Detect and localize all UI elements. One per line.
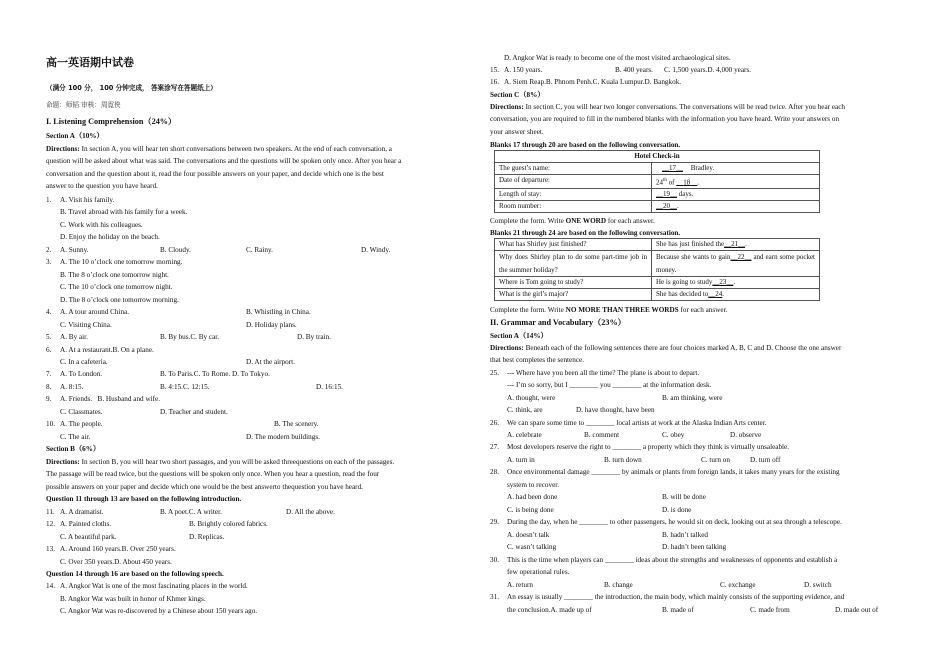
blank-number: 18 — [683, 178, 691, 187]
directions-line: In section C, you will hear two longer conversations. The conversations will be read twice. After you hear each — [523, 103, 846, 111]
option-c: C. The 10 o’clock one tomorrow night. — [60, 283, 173, 291]
row-question: Why does Shirley plan to do some part-time job in the summer holiday? — [495, 251, 652, 277]
option-d: D. have thought, have been — [576, 406, 655, 414]
question-text: During the day, when he ________ to other passengers, he would sit on deck, looking out at sea through a telescope. — [507, 518, 842, 526]
question-text: Once environmental damage ________ by animals or plants from foreign lands, it takes many years for the existing — [507, 468, 840, 476]
blank-number: 22 — [737, 253, 745, 261]
option-c: C. obey — [662, 431, 685, 439]
option-d: D. The 8 o’clock one tomorrow morning. — [60, 296, 179, 304]
option-bd: B. To Paris.C. To Rome. D. To Tokyo. — [160, 370, 270, 378]
option-b: B. made of — [662, 606, 694, 614]
question-number: 14. — [46, 582, 55, 590]
exam-authors: 命题：师韬 审核：周霓侠 — [46, 101, 121, 109]
blanks-17-20-heading: Blanks 17 through 20 are based on the following conversation. — [490, 141, 681, 149]
row-answer: He is going to study__23__. — [652, 277, 820, 289]
directions-line: The passage will be read twice, but the questions will be spoken only once. When you hear a question, read the four — [46, 470, 380, 479]
answer-suffix: . — [745, 240, 747, 248]
question-number: 1. — [46, 196, 52, 204]
note-text: Complete the form. Write — [490, 217, 566, 225]
option-b: B. turn down — [604, 456, 642, 464]
option-b: B. am thinking, were — [662, 394, 723, 402]
option-a: A. had been done — [507, 493, 558, 501]
question-number: 5. — [46, 333, 52, 341]
option-c: C. exchange — [720, 581, 756, 589]
option-a: A. A tour around China. — [60, 308, 130, 316]
option-b: B. Whistling in China. — [246, 308, 311, 316]
directions-line: question will be asked about what was said. The conversations and the questions will be spoken only once. After you hear a — [46, 157, 402, 166]
directions-line: possible answers on your paper and decide which one would be the best answerto thequestion you have heard. — [46, 482, 363, 491]
section-a-directions — [46, 143, 462, 193]
row-value: 24th of __18__. — [652, 175, 820, 189]
question-number: 9. — [46, 395, 52, 403]
answer-text: Because she wants to gain — [656, 253, 731, 261]
answer-suffix: and earn some pocket money. — [656, 253, 816, 274]
option-c: C. turn on — [701, 456, 730, 464]
option-d: D. By train. — [297, 333, 331, 341]
q14-option-d: D. Angkor Wat is ready to become one of the most visited archaeological sites. — [504, 54, 731, 62]
q14-16-heading: Question 14 through 16 are based on the following speech. — [46, 570, 224, 578]
option-cd: C. 1,500 years.D. 4,000 years. — [664, 66, 752, 74]
directions-line: answer to the question you have heard. — [46, 182, 158, 191]
option-d: D. turn off — [750, 456, 781, 464]
section-c-directions — [490, 101, 905, 138]
row-question: Where is Tom going to study? — [495, 277, 652, 289]
exam-info: （满分 100 分， 100 分钟完成， 答案涂写在答题纸上） — [46, 84, 217, 92]
section-a-heading: Section A（10%） — [46, 132, 104, 140]
option-d: D. Replicas. — [189, 533, 225, 541]
question-number: 31. — [490, 593, 499, 601]
directions-line: your answer sheet. — [490, 127, 544, 136]
option-b: B. The scenery. — [274, 420, 319, 428]
option-a: A. thought, were — [507, 394, 556, 402]
option-b: B. Angkor Wat was built in honor of Khmer kings. — [60, 595, 206, 603]
option-c: C. Angkor Wat was re-discovered by a Chinese about 150 years ago. — [60, 607, 258, 615]
row-answer: Because she wants to gain__22__ and earn some pocket money. — [652, 251, 820, 277]
option-a: A. 150 years. — [504, 66, 543, 74]
option-a: A. return — [507, 581, 533, 589]
question-number: 4. — [46, 308, 52, 316]
row-suffix: Bradley. — [689, 164, 715, 172]
page-title: 高一英语期中试卷 — [46, 56, 134, 69]
complete-form-note-2 — [490, 304, 727, 316]
option-c: C. Rainy. — [246, 246, 273, 254]
blank-number: 17 — [669, 164, 676, 172]
table-row — [495, 251, 820, 277]
row-answer: She has just finished the__21__. — [652, 239, 820, 251]
option-a: A. 8:15. — [60, 383, 84, 391]
part2-heading: II. Grammar and Vocabulary（23%） — [490, 318, 626, 327]
row-answer: She has decided to__24. — [652, 289, 820, 301]
question-text-option-a: the conclusion.A. made up of — [507, 606, 592, 614]
row-label: Length of stay: — [495, 189, 652, 201]
row-suffix: days. — [677, 190, 694, 199]
option-a: A. A dramatist. — [60, 508, 104, 516]
option-b: B. 400 years. — [615, 66, 653, 74]
table-row — [495, 289, 820, 301]
option-bc: B. A poet.C. A writer. — [160, 508, 222, 516]
option-d: D. observe — [730, 431, 762, 439]
blank-number: 19 — [663, 190, 670, 199]
date-day: 24 — [656, 178, 663, 187]
question-number: 26. — [490, 419, 499, 427]
answer-text: He is going to study — [656, 278, 713, 286]
option-c: C. Work with his colleagues. — [60, 221, 143, 229]
option-d: D. At the airport. — [246, 358, 295, 366]
directions-line: that best completes the sentence. — [490, 356, 585, 365]
directions-label: Directions: — [46, 458, 80, 466]
answer-text: She has just finished the — [656, 240, 725, 248]
blanks-21-24-heading: Blanks 21 through 24 are based on the following conversation. — [490, 229, 681, 237]
directions-label: Directions: — [490, 103, 524, 111]
option-a: A. turn in — [507, 456, 535, 464]
option-a: A. Sunny. — [60, 246, 89, 254]
section-a2-directions — [490, 342, 905, 367]
table-row — [495, 175, 820, 189]
question-number: 8. — [46, 383, 52, 391]
question-number: 25. — [490, 369, 499, 377]
row-label: The guest’s name: — [495, 163, 652, 175]
option-d: D. is done — [662, 506, 692, 514]
date-of: of — [666, 178, 677, 187]
hotel-checkin-table — [494, 150, 820, 213]
row-label: Date of departure: — [495, 175, 652, 189]
question-number: 30. — [490, 556, 499, 564]
q11-13-heading: Question 11 through 13 are based on the following introduction. — [46, 495, 242, 503]
section-c-heading: Section C（8%） — [490, 91, 545, 99]
option-c: C. Classmates. — [60, 408, 103, 416]
question-number: 3. — [46, 258, 52, 266]
shirley-table — [494, 238, 820, 301]
question-text: --- Where have you been all the time? The plane is about to depart. — [507, 369, 700, 377]
note-text: for each answer. — [678, 306, 728, 314]
option-d: D. Enjoy the holiday on the beach. — [60, 233, 160, 241]
option-b: B. The 8 o’clock one tomorrow night. — [60, 271, 169, 279]
question-number: 28. — [490, 468, 499, 476]
question-text: This is the time when players can ________ ideas about the strengths and weaknesses of opponents and establish a — [507, 556, 838, 564]
note-text: for each answer. — [606, 217, 655, 225]
row-value: __20__. — [652, 201, 820, 213]
question-number: 15. — [490, 66, 499, 74]
option-b: B. will be done — [662, 493, 706, 501]
table-title: Hotel Check-in — [495, 151, 820, 163]
option-ab: A. Around 160 years.B. Over 250 years. — [60, 545, 176, 553]
blank-number: 23 — [719, 278, 727, 286]
option-d: D. Teacher and student. — [160, 408, 228, 416]
option-cd: C. Over 350 years.D. About 450 years. — [60, 558, 172, 566]
directions-label: Directions: — [46, 145, 80, 153]
options: A. Siem Reap.B. Phnom Penh.C. Kuala Lumpur.D. Bangkok. — [504, 78, 682, 86]
question-text: system to recover. — [507, 481, 560, 489]
question-number: 10. — [46, 420, 55, 428]
option-a: A. doesn’t talk — [507, 531, 550, 539]
option-b: B. Cloudy. — [160, 246, 191, 254]
row-suffix: . — [677, 202, 679, 211]
directions-line: conversation and the question about it, read the four possible answers on your paper, and decide which one is the best — [46, 169, 384, 178]
option-a: A. By air. — [60, 333, 88, 341]
option-b: B. comment — [584, 431, 620, 439]
option-c: C. Visiting China. — [60, 321, 112, 329]
question-number: 2. — [46, 246, 52, 254]
option-d: D. hadn’t been talking — [662, 543, 727, 551]
option-c: C. think, are — [507, 406, 543, 414]
blank-number: 21 — [731, 240, 739, 248]
option-a: A. Visit his family. — [60, 196, 115, 204]
table-row — [495, 189, 820, 201]
option-bc: B. By bus.C. By car. — [160, 333, 220, 341]
row-label: Room number: — [495, 201, 652, 213]
question-text: few operational rules. — [507, 568, 570, 576]
blank-number: 20 — [663, 202, 670, 211]
option-bc: B. 4:15.C. 12:15. — [160, 383, 210, 391]
section-a2-heading: Section A（14%） — [490, 332, 548, 340]
option-ab: A. Friends. B. Husband and wife. — [60, 395, 161, 403]
answer-suffix: . — [733, 278, 736, 286]
question-number: 6. — [46, 346, 52, 354]
table-row — [495, 277, 820, 289]
option-b: B. change — [604, 581, 633, 589]
option-c: C. A beautiful park. — [60, 533, 117, 541]
question-number: 11. — [46, 508, 55, 516]
option-a: A. The 10 o’clock one tomorrow morning. — [60, 258, 183, 266]
question-number: 12. — [46, 520, 55, 528]
option-d: D. 16:15. — [316, 383, 343, 391]
option-a: A. The people. — [60, 420, 103, 428]
question-number: 27. — [490, 443, 499, 451]
directions-line: conversation, you are required to fill in the numbered blanks with the information you have heard. Write your answers on — [490, 115, 840, 124]
option-a: A. celebrate — [507, 431, 542, 439]
option-d: D. The modern buildings. — [246, 433, 320, 441]
directions-line: Beneath each of the following sentences there are four choices marked A, B, C and D. Choose the one answer — [523, 344, 842, 352]
option-b: B. Travel abroad with his family for a week. — [60, 208, 188, 216]
option-c: C. The air. — [60, 433, 91, 441]
question-number: 16. — [490, 78, 499, 86]
option-b: B. hadn’t talked — [662, 531, 708, 539]
option-d: D. made out of — [835, 606, 879, 614]
question-text: --- I’m so sorry, but I ________ you ________ at the information desk. — [507, 381, 712, 389]
option-d: D. Windy. — [361, 246, 391, 254]
option-b: B. Brightly colored fabrics. — [189, 520, 268, 528]
question-number: 7. — [46, 370, 52, 378]
section-b-heading: Section B（6%） — [46, 445, 101, 453]
directions-label: Directions: — [490, 344, 524, 352]
option-c: C. is being done — [507, 506, 554, 514]
row-suffix: . — [697, 178, 699, 187]
question-text: We can spare some time to ________ local artists at work at the Alaska Indian Arts center. — [507, 419, 767, 427]
option-c: C. wasn’t talking — [507, 543, 557, 551]
option-a: A. Painted cloths. — [60, 520, 112, 528]
option-d: D. Holiday plans. — [246, 321, 297, 329]
blank-number: 24 — [715, 290, 723, 298]
option-a: A. To London. — [60, 370, 103, 378]
question-text: An essay is usually ________ the introduction, the main body, which mainly consists of the supporting evidence, and — [507, 593, 845, 601]
answer-text: She has decided to — [656, 290, 709, 298]
row-question: What has Shirley just finished? — [495, 239, 652, 251]
option-a: A. Angkor Wat is one of the most fascinating places in the world. — [60, 582, 248, 590]
table-row — [495, 201, 820, 213]
section-b-directions — [46, 456, 462, 493]
note-text: Complete the form. Write — [490, 306, 566, 314]
answer-suffix: . — [722, 290, 725, 298]
option-d: D. switch — [804, 581, 832, 589]
row-value: __17__ Bradley. — [652, 163, 820, 175]
date-suffix: th — [663, 178, 667, 183]
table-row — [495, 239, 820, 251]
part1-heading: I. Listening Comprehension（24%） — [46, 117, 177, 126]
note-emphasis: NO MORE THAN THREE WORDS — [565, 306, 679, 314]
directions-line: In section A, you will hear ten short conversations between two speakers. At the end of each conversation, a — [79, 145, 392, 153]
option-ab: A. At a restaurant.B. On a plane. — [60, 346, 154, 354]
question-number: 29. — [490, 518, 499, 526]
row-question: What is the girl’s major? — [495, 289, 652, 301]
directions-line: In section B, you will hear two short passages, and you will be asked threequestions on each of the passages. — [79, 458, 395, 466]
question-text: Most developers reserve the right to ________ a property which they think is virtually unsaleable. — [507, 443, 790, 451]
table-row — [495, 163, 820, 175]
note-emphasis: ONE WORD — [565, 217, 607, 225]
option-d: D. All the above. — [286, 508, 335, 516]
question-number: 13. — [46, 545, 55, 553]
option-c: C. made from — [750, 606, 790, 614]
option-c: C. In a cafeteria. — [60, 358, 108, 366]
row-value: __19__ days. — [652, 189, 820, 201]
complete-form-note-1 — [490, 215, 655, 227]
